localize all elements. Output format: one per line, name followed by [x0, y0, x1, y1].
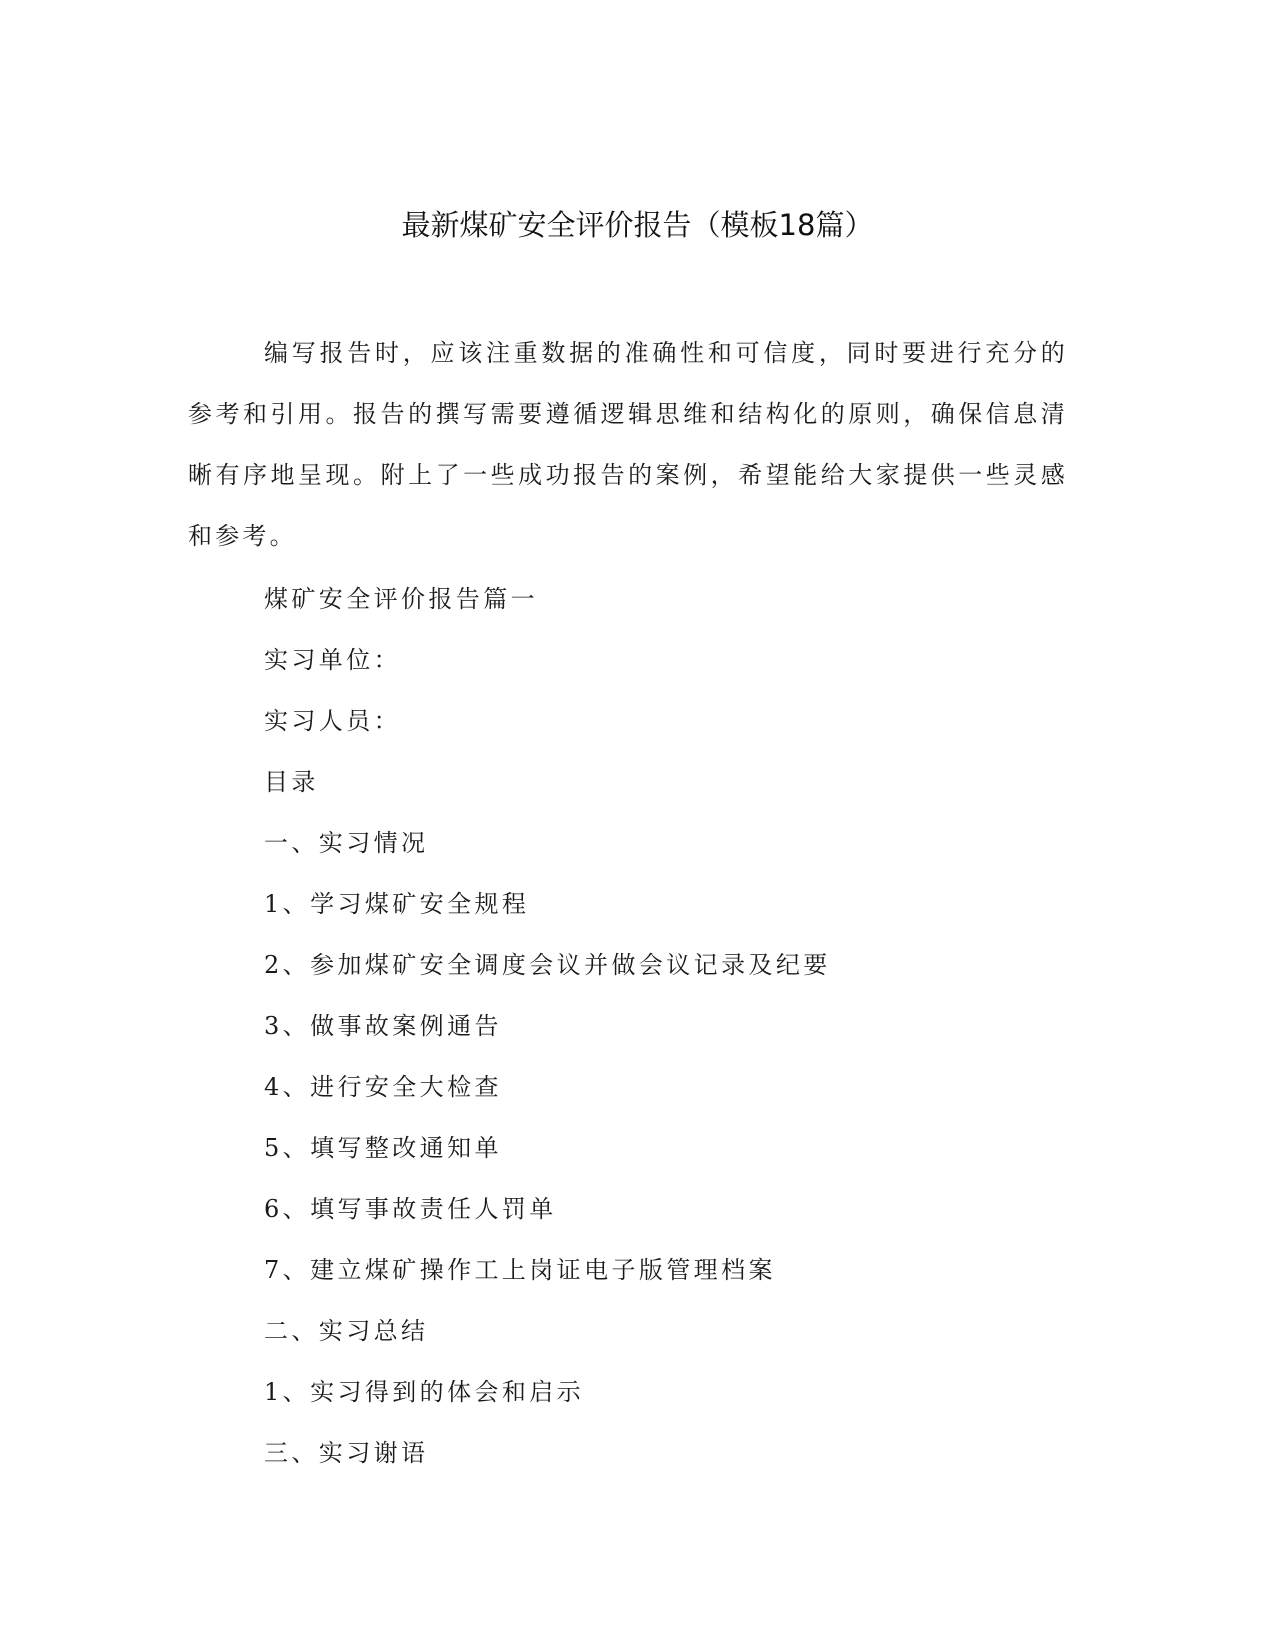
toc-item: 4、进行安全大检查	[264, 1073, 502, 1101]
toc-item: 1、实习得到的体会和启示	[264, 1378, 585, 1406]
section-heading-part-one: 煤矿安全评价报告篇一	[264, 585, 538, 613]
toc-item: 5、填写整改通知单	[264, 1134, 502, 1162]
toc-item: 二、实习总结	[264, 1317, 429, 1345]
toc-item: 1、学习煤矿安全规程	[264, 890, 530, 918]
document-title: 最新煤矿安全评价报告（模板18篇）	[401, 208, 874, 242]
toc-item: 2、参加煤矿安全调度会议并做会议记录及纪要	[264, 951, 831, 979]
toc-item: 6、填写事故责任人罚单	[264, 1195, 557, 1223]
toc-item: 一、实习情况	[264, 829, 429, 857]
toc-item: 3、做事故案例通告	[264, 1012, 502, 1040]
field-internship-unit: 实习单位：	[264, 646, 401, 674]
toc-heading: 目录	[264, 768, 319, 796]
intro-paragraph: 编写报告时，应该注重数据的准确性和可信度，同时要进行充分的参考和引用。报告的撰写需要遵循逻辑思维和结构化的原则，确保信息清晰有序地呈现。附上了一些成功报告的案例，希望能给大家提供一些灵感和参考。	[188, 339, 1068, 550]
toc-item: 三、实习谢语	[264, 1439, 429, 1467]
content-lines	[264, 569, 831, 1484]
toc-item: 7、建立煤矿操作工上岗证电子版管理档案	[264, 1256, 776, 1284]
field-internship-personnel: 实习人员：	[264, 707, 401, 735]
